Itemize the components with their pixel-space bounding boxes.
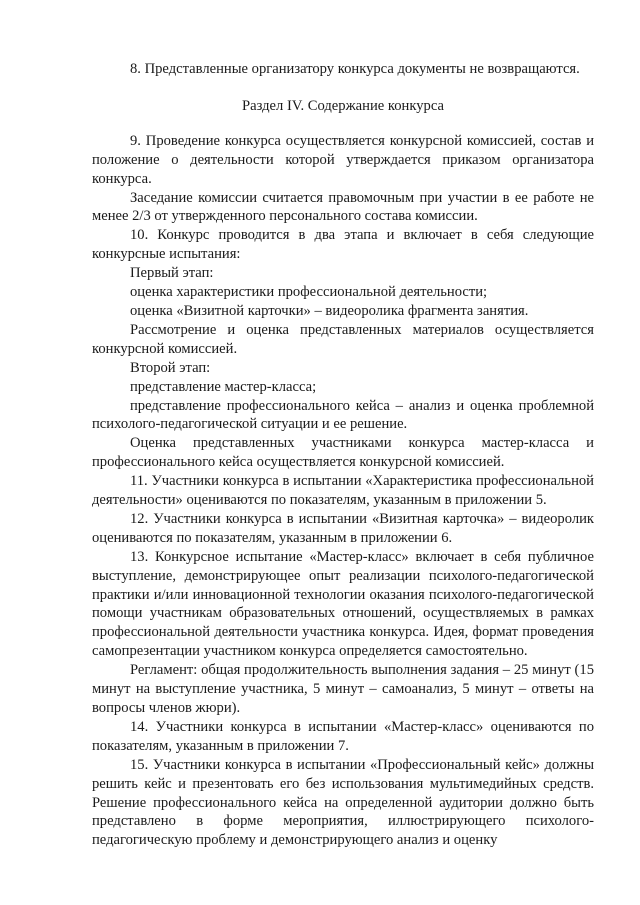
stage-one-label: Первый этап: xyxy=(130,265,214,282)
paragraph-14: 14. Участники конкурса в испытании «Мастер-класс» оцениваются по показателям, указанным в приложении 7. xyxy=(92,718,594,754)
paragraph-13-regulation: Регламент: общая продолжительность выполнения задания – 25 минут (15 минут на выступление участника, 5 минут – самоанализ, 5 минут – ответы на вопросы членов жюри). xyxy=(92,662,594,716)
paragraph-11: 11. Участники конкурса в испытании «Характеристика профессиональной деятельности» оцениваются по показателям, указанным в приложении 5. xyxy=(92,473,594,509)
paragraph-12: 12. Участники конкурса в испытании «Визитная карточка» – видеоролик оцениваются по показателям, указанным в приложении 6. xyxy=(92,510,594,546)
stage-two-label: Второй этап: xyxy=(130,359,211,376)
paragraph-13: 13. Конкурсное испытание «Мастер-класс» включает в себя публичное выступление, демонстрирующее опыт реализации психолого-педагогической практики и/или инновационной технологии оказания психолого-педагогической помощи участникам образовательных отношений, осуществляемых в рамках профессиональной деятельности участника конкурса. Идея, формат проведения самопрезентации участником конкурса определяется самостоятельно. xyxy=(92,548,594,660)
stage-one-item-2: оценка «Визитной карточки» – видеоролика фрагмента занятия. xyxy=(130,302,529,319)
stage-one-review: Рассмотрение и оценка представленных материалов осуществляется конкурсной комиссией. xyxy=(92,321,594,357)
paragraph-8: 8. Представленные организатору конкурса документы не возвращаются. xyxy=(130,61,580,77)
section-heading: Раздел IV. Содержание конкурса xyxy=(242,97,444,114)
stage-one-item-1: оценка характеристики профессиональной деятельности; xyxy=(130,284,488,301)
paragraph-9-quorum: Заседание комиссии считается правомочным при участии в ее работе не менее 2/3 от утвержденного персонального состава комиссии. xyxy=(92,189,594,225)
stage-two-review: Оценка представленных участниками конкурса мастер-класса и профессионального кейса осуществляется конкурсной комиссией. xyxy=(92,435,594,471)
stage-two-item-1: представление мастер-класса; xyxy=(130,378,317,395)
stage-two-item-2: представление профессионального кейса – анализ и оценка проблемной психолого-педагогической ситуации и ее решение. xyxy=(92,397,594,433)
paragraph-10: 10. Конкурс проводится в два этапа и включает в себя следующие конкурсные испытания: xyxy=(92,227,594,263)
paragraph-9: 9. Проведение конкурса осуществляется конкурсной комиссией, состав и положение о деятельности которой утверждается приказом организатора конкурса. xyxy=(92,132,594,187)
paragraph-15: 15. Участники конкурса в испытании «Профессиональный кейс» должны решить кейс и презентовать его без использования мультимедийных средств. Решение профессионального кейса на определенной аудитории должно быть представлено в форме мероприятия, иллюстрирующего психолого-педагогическую проблему и демонстрирующего анализ и оценку xyxy=(92,756,594,849)
